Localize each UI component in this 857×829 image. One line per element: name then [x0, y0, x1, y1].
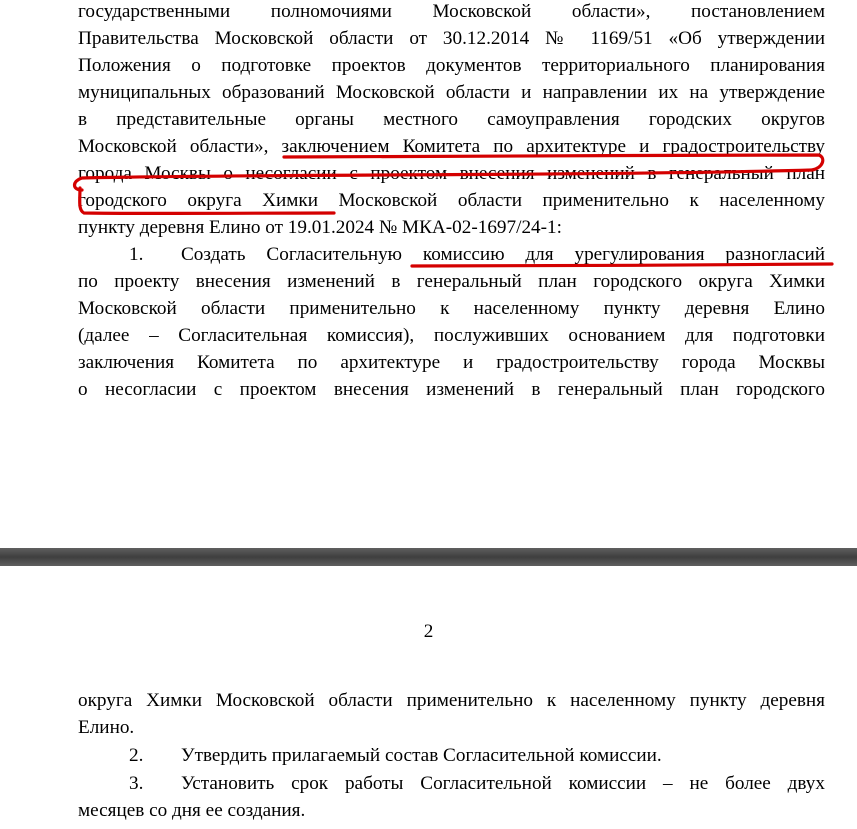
text-line: заключения Комитета по архитектуре и градостроительству города Москвы — [78, 352, 825, 373]
text-line: в представительные органы местного самоуправления городских округов — [78, 109, 825, 130]
text-line: государственными полномочиями Московской области», постановлением — [78, 1, 825, 22]
item-text: Установить срок работы Согласительной комиссии – не более двух — [181, 773, 825, 794]
text-line: Положения о подготовке проектов документов территориального планирования — [78, 55, 825, 76]
text-line: (далее – Согласительная комиссия), послуживших основанием для подготовки — [78, 325, 825, 346]
text-line: месяцев со дня ее создания. — [78, 800, 306, 821]
text-line: городского округа Химки Московской области применительно к населенному — [78, 190, 825, 211]
text-line: Правительства Московской области от 30.12.2014 № 1169/51 «Об утверждении — [78, 28, 825, 49]
text-line: города Москвы о несогласии с проектом внесения изменений в генеральный план — [78, 163, 825, 184]
document-page-2 — [0, 566, 857, 829]
item-number: 2. — [129, 745, 144, 766]
item-number: 3. — [129, 773, 144, 794]
item-text: Создать Согласительную комиссию для урегулирования разногласий — [181, 244, 825, 265]
page-break-separator — [0, 548, 857, 566]
item-text: Утвердить прилагаемый состав Согласительной комиссии. — [181, 745, 662, 766]
text-line: муниципальных образований Московской области и направлении их на утверждение — [78, 82, 825, 103]
text-line: по проекту внесения изменений в генеральный план городского округа Химки — [78, 271, 825, 292]
text-line: пункту деревня Елино от 19.01.2024 № МКА-02-1697/24-1: — [78, 217, 562, 238]
text-line: Елино. — [78, 717, 135, 738]
text-line: Московской области применительно к населенному пункту деревня Елино — [78, 298, 825, 319]
text-line: Московской области», заключением Комитета по архитектуре и градостроительству — [78, 136, 825, 157]
page-number: 2 — [423, 621, 434, 642]
text-line: округа Химки Московской области применительно к населенному пункту деревня — [78, 690, 825, 711]
item-number: 1. — [129, 244, 144, 265]
text-line: о несогласии с проектом внесения изменений в генеральный план городского — [78, 379, 825, 400]
